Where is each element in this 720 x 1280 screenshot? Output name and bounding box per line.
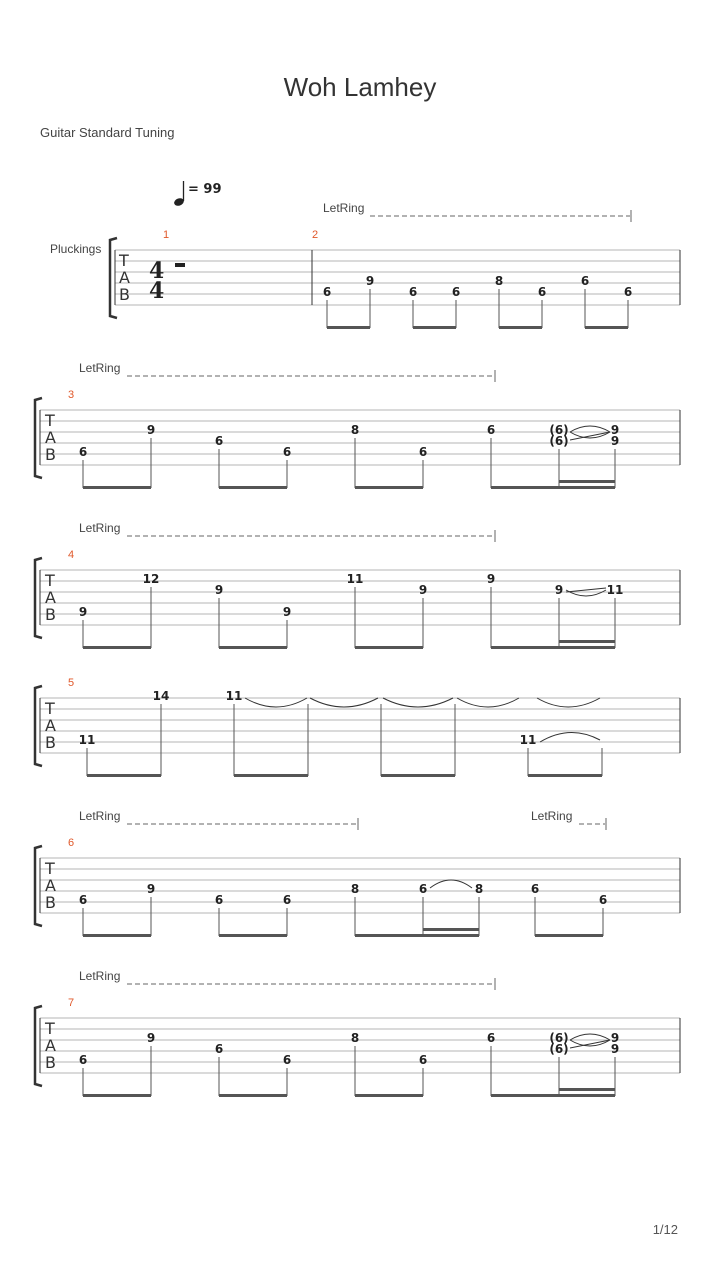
stems <box>327 289 628 328</box>
note: 6 <box>214 1042 224 1056</box>
note: 8 <box>494 274 504 288</box>
measure-7 <box>79 1031 619 1097</box>
slide-marks <box>570 426 610 440</box>
slide-marks <box>570 1034 610 1048</box>
measure-4 <box>79 572 624 649</box>
let-ring-3 <box>79 521 495 542</box>
let-ring-label: LetRing <box>79 809 121 823</box>
system-2 <box>35 361 680 489</box>
note: 6 <box>282 445 292 459</box>
beams <box>83 640 615 649</box>
note: 11 <box>346 572 364 586</box>
clef-b: B <box>119 285 130 304</box>
slur-mark <box>430 880 472 888</box>
half-rest <box>175 263 185 267</box>
staff-lines <box>40 858 680 913</box>
note: (6) <box>549 423 569 437</box>
note: 8 <box>350 423 360 437</box>
track-label: Pluckings <box>50 242 102 256</box>
clef-t: T <box>119 251 129 270</box>
time-sig-top: 4 <box>149 258 165 284</box>
system-5 <box>35 809 680 937</box>
beams <box>83 1088 615 1097</box>
tab-clef <box>44 699 56 752</box>
note: 8 <box>350 1031 360 1045</box>
page-title: Woh Lamhey <box>283 72 437 102</box>
clef-b: B <box>45 733 56 752</box>
clef-a: A <box>119 268 130 287</box>
clef-b: B <box>45 1053 56 1072</box>
note: 6 <box>537 285 547 299</box>
note: 6 <box>418 445 428 459</box>
note: 9 <box>146 1031 156 1045</box>
note: 6 <box>623 285 633 299</box>
note: 9 <box>486 572 496 586</box>
note: 14 <box>152 689 170 703</box>
measure-number-1: 1 <box>163 229 170 241</box>
beams <box>83 480 615 489</box>
measure-number-2: 2 <box>312 229 319 241</box>
tab-clef <box>44 411 56 464</box>
note: 9 <box>610 1031 620 1045</box>
note: 12 <box>142 572 160 586</box>
note: 6 <box>451 285 461 299</box>
let-ring-1 <box>323 201 631 222</box>
note: 9 <box>282 605 292 619</box>
tempo-marking <box>173 181 221 207</box>
clef-b: B <box>45 605 56 624</box>
clef-t: T <box>45 1019 55 1038</box>
note: 9 <box>78 605 88 619</box>
note: 6 <box>322 285 332 299</box>
measure-number-7: 7 <box>68 997 75 1009</box>
clef-a: A <box>45 428 56 447</box>
stems <box>83 438 615 488</box>
clef-a: A <box>45 588 56 607</box>
let-ring-5b <box>531 809 606 830</box>
note: 9 <box>146 423 156 437</box>
let-ring-label: LetRing <box>79 969 121 983</box>
note: 6 <box>282 893 292 907</box>
note: 11 <box>606 583 624 597</box>
note: 8 <box>350 882 360 896</box>
let-ring-label: LetRing <box>79 361 121 375</box>
note: 6 <box>486 1031 496 1045</box>
tab-clef <box>44 859 56 912</box>
stems <box>83 897 603 936</box>
tuning-label: Guitar Standard Tuning <box>40 125 175 140</box>
let-ring-6 <box>79 969 495 990</box>
clef-b: B <box>45 445 56 464</box>
note: 6 <box>282 1053 292 1067</box>
clef-a: A <box>45 1036 56 1055</box>
note: 6 <box>408 285 418 299</box>
staff-lines <box>40 698 680 753</box>
system-3 <box>35 521 680 649</box>
note: 6 <box>486 423 496 437</box>
note: 9 <box>610 434 620 448</box>
time-sig-bottom: 4 <box>149 278 165 304</box>
page-number: 1/12 <box>652 1222 678 1237</box>
note: 6 <box>580 274 590 288</box>
note: 11 <box>78 733 96 747</box>
tempo-bpm: 99 <box>203 182 222 197</box>
clef-t: T <box>45 411 55 430</box>
system-6 <box>35 969 680 1097</box>
tab-clef <box>118 251 130 304</box>
note: 6 <box>418 882 428 896</box>
beams <box>83 928 603 937</box>
note: 9 <box>418 583 428 597</box>
note: 6 <box>418 1053 428 1067</box>
clef-b: B <box>45 893 56 912</box>
let-ring-label: LetRing <box>531 809 573 823</box>
let-ring-5a <box>79 809 358 830</box>
tab-clef <box>44 571 56 624</box>
tempo-prefix: = <box>188 182 204 197</box>
let-ring-label: LetRing <box>79 521 121 535</box>
measure-number-6: 6 <box>68 837 75 849</box>
measure-number-3: 3 <box>68 389 75 401</box>
let-ring-label: LetRing <box>323 201 365 215</box>
clef-t: T <box>45 699 55 718</box>
note: 9 <box>610 1042 620 1056</box>
system-4 <box>35 677 680 777</box>
note: (6) <box>549 1042 569 1056</box>
note: 9 <box>610 423 620 437</box>
staff-lines <box>115 250 680 305</box>
note: 8 <box>474 882 484 896</box>
note: 6 <box>78 445 88 459</box>
note: 6 <box>214 893 224 907</box>
note: 6 <box>598 893 608 907</box>
note: (6) <box>549 1031 569 1045</box>
stems <box>83 587 615 648</box>
clef-a: A <box>45 876 56 895</box>
measure-number-5: 5 <box>68 677 75 689</box>
note: 11 <box>519 733 537 747</box>
barlines <box>40 858 680 913</box>
clef-t: T <box>45 571 55 590</box>
note: 6 <box>530 882 540 896</box>
note: 9 <box>146 882 156 896</box>
beams <box>87 774 602 777</box>
note: (6) <box>549 434 569 448</box>
measure-6 <box>79 880 607 937</box>
barlines <box>40 698 680 753</box>
tab-clef <box>44 1019 56 1072</box>
measure-number-4: 4 <box>68 549 75 561</box>
measure-5 <box>79 689 602 777</box>
beams <box>327 326 628 329</box>
svg-text:= 99 <box>188 182 222 197</box>
note: 9 <box>365 274 375 288</box>
time-signature <box>149 258 164 304</box>
note: 6 <box>214 434 224 448</box>
clef-a: A <box>45 716 56 735</box>
system-1 <box>50 181 680 329</box>
note: 6 <box>78 1053 88 1067</box>
measure-2 <box>323 274 632 329</box>
let-ring-2 <box>79 361 495 382</box>
stems <box>83 1046 615 1096</box>
note: 9 <box>214 583 224 597</box>
clef-t: T <box>45 859 55 878</box>
note: 6 <box>78 893 88 907</box>
barlines <box>115 250 680 305</box>
note: 9 <box>554 583 564 597</box>
note: 11 <box>225 689 243 703</box>
measure-3 <box>79 423 619 489</box>
